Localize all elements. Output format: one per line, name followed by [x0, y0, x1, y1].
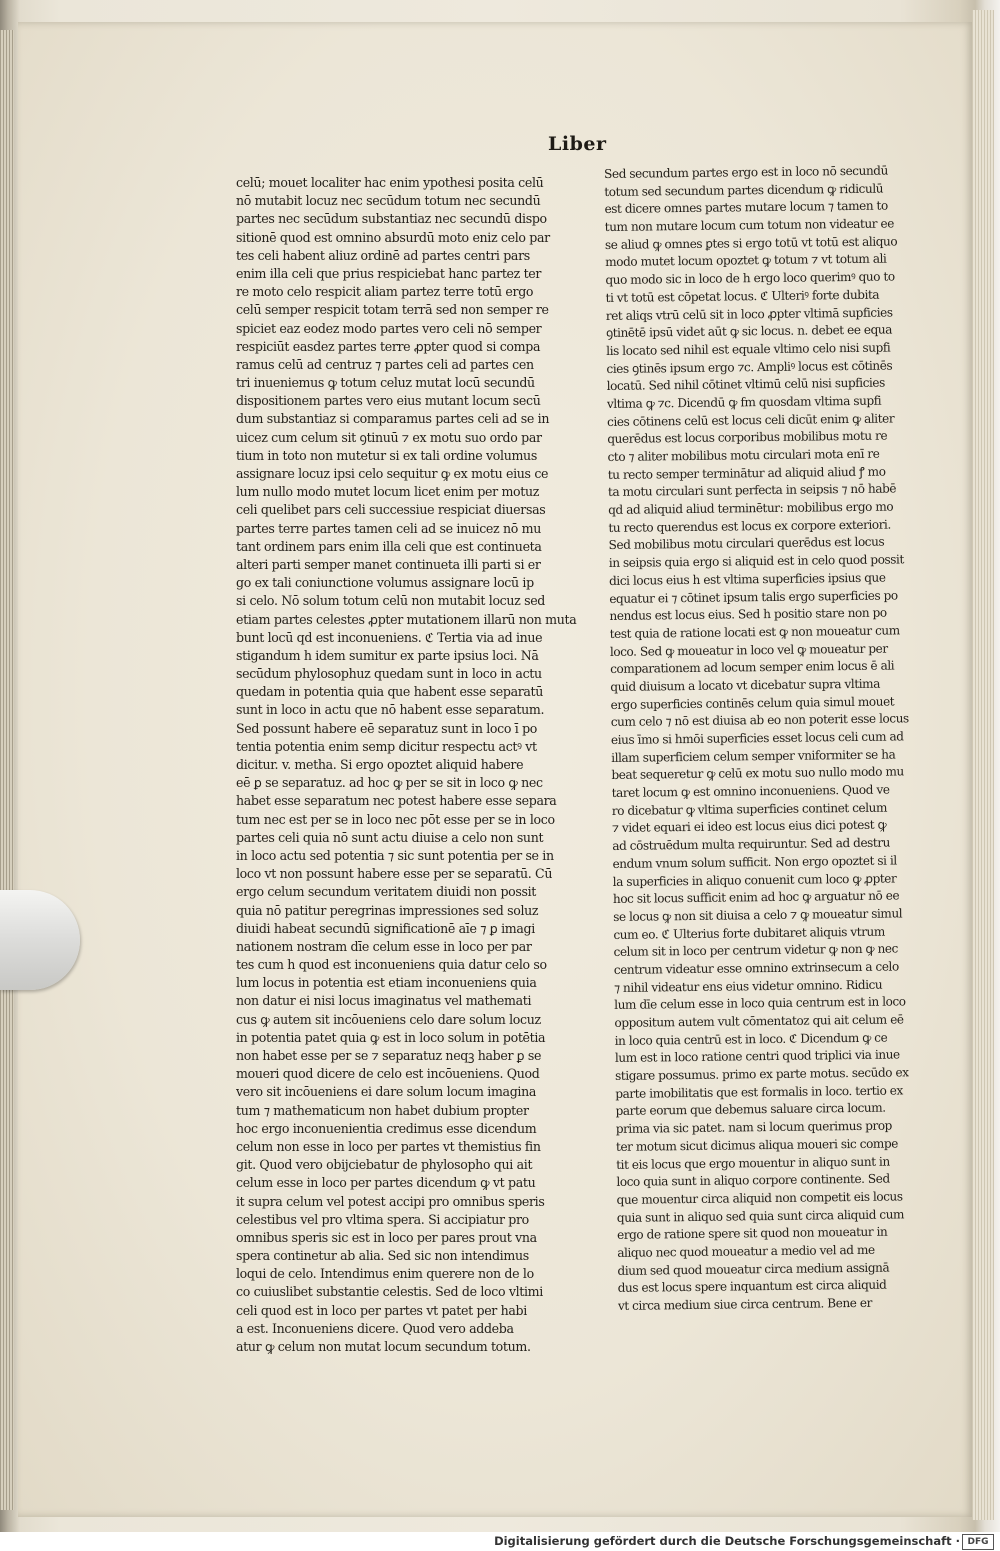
text-line: in loco actu sed potentia ⁊ sic sunt potentia per se in	[236, 847, 554, 863]
text-line: locatū. Sed nihil cōtinet vltimū celū nisi supficies	[606, 375, 885, 394]
text-line: alteri parti semper manet continueta illi parti si er	[236, 556, 541, 572]
text-line: a est. Inconueniens dicere. Quod vero addeba	[236, 1320, 514, 1336]
text-line: qd ad aliquid aliud terminētur: mobilibus ergo mo	[608, 499, 894, 518]
text-line: tri inueniemus ꝙ totum celuz mutat locū secundū	[236, 375, 535, 391]
text-line: omnibus speris sic est in loco per pares prout vna	[236, 1229, 537, 1245]
text-line: partes nec secūdum substantiaz nec secundū dispo	[236, 211, 547, 227]
text-line: ter motum sicut dicimus aliqua moueri sic compe	[615, 1136, 898, 1154]
text-line: totum sed secundum partes dicendum ꝙ ridiculū	[604, 181, 884, 199]
text-line: la superficies in aliquo conuenit cum loco ꝙ ꝓpter	[612, 870, 897, 889]
text-line: hoc ergo inconuenientia credimus esse dicendum	[236, 1120, 537, 1136]
text-line: sunt in loco in actu que nō habent esse separatum.	[236, 702, 545, 718]
text-line: ti vt totū est cōpetat locus. ℭ Ulteriꝰ forte dubita	[605, 287, 880, 305]
footer-credit: Digitalisierung gefördert durch die Deutsche Forschungsgemeinschaft ·	[494, 1534, 960, 1548]
text-line: in loco quia centrū est in loco. ℭ Dicendum ꝙ ce	[614, 1030, 888, 1048]
text-line: quedam in potentia quia que habent esse separatū	[236, 684, 544, 700]
text-line: go ex tali coniunctione volumus assignare locū ip	[236, 575, 534, 591]
text-line: etiam partes celestes ꝓpter mutationem illarū non muta	[236, 611, 577, 627]
text-line: celū semper respicit totam terrā sed non semper re	[236, 302, 549, 318]
text-line: diuidi habeat secundū significationē aīe ⁊ ꝑ imagi	[236, 920, 535, 936]
text-line: tes celi habent aliuz ordinē ad partes centri pars	[236, 247, 530, 263]
text-line: cum celo ⁊ nō est diuisa ab eo non poterit esse locus	[610, 711, 909, 730]
text-line: aliquo nec quod moueatur a medio vel ad me	[617, 1242, 875, 1260]
text-line: oppositum autem vult cōmentatoz qui ait celum eē	[614, 1012, 904, 1030]
text-line: lis locato sed nihil est equale vltimo celo nisi supfi	[606, 340, 891, 358]
text-line: ergo de ratione spere sit quod non moueatur in	[616, 1224, 888, 1243]
text-line: partes terre partes tamen celi ad se inuicez nō mu	[236, 520, 541, 536]
text-line: tium in toto non mutetur si ex tali ordine volumus	[236, 447, 537, 463]
text-line: ꝯtinētē ipsū videt aūt ꝙ sic locus. n. debet ee equa	[605, 322, 893, 341]
text-line: uicez cum celum sit ꝯtinuū ⁊ ex motu suo ordo par	[236, 429, 542, 445]
text-line: dium sed quod moueatur circa medium assignā	[617, 1260, 890, 1278]
text-line: nendus est locus eius. Sed h positio stare non po	[609, 605, 887, 624]
text-line: cto ⁊ aliter mobilibus motu circulari mota enī re	[607, 446, 880, 464]
text-line: se aliud ꝙ omnes ꝑtes si ergo totū vt totū est aliquo	[604, 234, 898, 252]
text-line: celum non esse in loco per partes vt themistius fin	[236, 1138, 541, 1154]
text-line: re moto celo respicit aliam partez terre totū ergo	[236, 284, 534, 300]
text-line: ta motu circulari sunt perfecta in seipsis ⁊ nō habē	[607, 481, 897, 500]
text-line: eius īmo si hmōi superficies esset locus celi cum ad	[610, 729, 904, 747]
text-line: spiciet eaz eodez modo partes vero celi nō semper	[236, 320, 542, 336]
text-line: bunt locū qd est inconueniens. ℭ Tertia via ad inue	[236, 629, 543, 645]
text-line: loco vt non possunt habere esse per se separatū. Cū	[236, 866, 553, 882]
text-line: dus est locus spere inquantum est circa aliquid	[617, 1277, 887, 1296]
text-line: beat sequeretur ꝙ celū ex motu suo nullo modo mu	[611, 764, 904, 783]
text-line: stigare possumus. primo ex parte motus. secūdo ex	[615, 1065, 909, 1083]
text-line: tentia potentia enim semp dicitur respectu actꝰ vt	[236, 738, 537, 754]
text-line: ramus celū ad centruz ⁊ partes celi ad partes cen	[236, 356, 534, 372]
text-line: modo mutet locum opoztet ꝙ totum ⁊ vt totum ali	[605, 251, 887, 270]
text-line: lum locus in potentia est etiam inconueniens quia	[236, 975, 537, 991]
text-line: ret aliqs vtrū celū sit in loco ꝓpter vltimā supficies	[605, 304, 893, 323]
text-line: parte eorum que debemus saluare circa locum.	[615, 1101, 886, 1119]
text-line: celum sit in loco per centrum videtur ꝙ non ꝙ nec	[613, 941, 898, 960]
text-line: dum substantiaz si comparamus partes celi ad se in	[236, 411, 550, 427]
text-line: quo modo sic in loco de h ergo loco querimꝰ quo to	[605, 269, 895, 288]
text-line: spera continetur ab alia. Sed sic non intendimus	[236, 1248, 529, 1264]
text-line: Sed possunt habere eē separatuz sunt in loco ī po	[236, 720, 538, 736]
left-page-stack	[0, 30, 14, 1510]
text-line: in potentia patet quia ꝙ est in loco solum in potētia	[236, 1029, 546, 1045]
text-line: cum eo. ℭ Ulterius forte dubitaret aliquis vtrum	[613, 924, 885, 942]
text-line: loco. Sed ꝙ moueatur in loco vel ꝙ moueatur per	[609, 641, 888, 659]
text-line: in seipsis quia ergo si aliquid est in celo quod possit	[608, 552, 904, 571]
text-line: endum vnum solum sufficit. Non ergo opoztet si il	[612, 853, 897, 871]
text-line: cies cōtinens celū est locus celi dicūt enim ꝙ aliter	[607, 411, 895, 429]
text-line: lum est in loco ratione centri quod triplici via inue	[614, 1047, 900, 1066]
text-line: Sed secundum partes ergo est in loco nō secundū	[604, 163, 888, 181]
text-line: tu recto semper terminātur ad aliquid aliud ꝭ mo	[607, 464, 886, 482]
text-line: sitionē quod est omnino absurdū moto eniz celo par	[236, 229, 550, 245]
left-text-column	[236, 174, 614, 1356]
dfg-logo: DFG	[962, 1534, 994, 1550]
text-line: si celo. Nō solum totum celū non mutabit locuz sed	[236, 593, 546, 609]
text-line: atur ꝙ celum non mutat locum secundum totum.	[236, 1339, 531, 1354]
text-line: enim illa celi que prius respiciebat hanc partez ter	[236, 265, 542, 281]
text-line: illam superficiem celum semper vniformiter se ha	[611, 747, 896, 765]
text-line: cus ꝙ autem sit incōueniens celo dare solum locuz	[236, 1011, 541, 1027]
text-line: cies ꝯtinēs ipsum ergo ⁊c. Ampliꝰ locus est cōtinēs	[606, 358, 893, 376]
text-line: habet esse separatum nec potest habere esse separa	[236, 793, 557, 809]
text-line: quia sunt in aliquo sed quia sunt circa aliquid cum	[616, 1206, 905, 1225]
text-line: celi quelibet pars celi successiue respiciat diuersas	[236, 502, 546, 518]
text-line: tum non mutare locum cum totum non videatur ee	[604, 216, 894, 235]
text-line: prima via sic patet. nam si locum querimus prop	[615, 1118, 893, 1137]
text-line: assignare locuz ipsi celo sequitur ꝙ ex motu eius ce	[236, 466, 549, 481]
text-line: quia nō patitur peregrinas impressiones sed soluz	[236, 902, 539, 918]
text-line: ⁊ videt equari ei ideo est locus eius dici potest ꝙ	[612, 818, 887, 836]
text-line: tum nec est per se in loco nec pōt esse per se in loco	[236, 811, 555, 827]
text-line: vero sit incōueniens ei dare solum locum imagina	[236, 1084, 536, 1100]
text-line: dispositionem partes vero eius mutant locum secū	[236, 393, 541, 409]
text-line: co cuiuslibet substantie celestis. Sed de loco vltimi	[236, 1284, 543, 1300]
right-page-edge	[972, 10, 994, 1520]
text-line: celestibus vel pro vltima spera. Si accipiatur pro	[236, 1211, 529, 1227]
text-line: moueri quod dicere de celo est incōueniens. Quod	[236, 1066, 540, 1082]
text-line: lum dīe celum esse in loco quia centrum est in loco	[614, 994, 906, 1013]
text-line: celū; mouet localiter hac enim ypothesi posita celū	[236, 175, 544, 190]
text-line: tes cum h quod est inconueniens quia datur celo so	[236, 957, 547, 973]
text-line: est dicere omnes partes mutare locum ⁊ tamen to	[604, 198, 888, 217]
text-line: parte imobilitatis que est formalis in loco. tertio ex	[615, 1083, 903, 1101]
text-line: vltima ꝙ ⁊c. Dicendū ꝙ fm quosdam vltima supfi	[606, 393, 882, 411]
text-line: nō mutabit locuz nec secūdum totum nec secundū	[236, 193, 541, 209]
text-line: eē ꝑ se separatuz. ad hoc ꝙ per se sit in loco ꝙ nec	[236, 775, 543, 791]
text-line: celum esse in loco per partes dicendum ꝙ vt patu	[236, 1175, 536, 1191]
text-line: non datur ei nisi locus imaginatus vel mathemati	[236, 993, 532, 1009]
text-line: Sed mobilibus motu circulari querēdus est locus	[608, 535, 885, 553]
text-line: tit eis locus que ergo mouentur in aliquo sunt in	[616, 1154, 890, 1172]
text-line: centrum videatur esse omnino extrinsecum a celo	[613, 959, 899, 977]
text-line: partes celi quia nō sunt actu diuise a celo non sunt	[236, 829, 544, 845]
text-line: test quia de ratione locati est ꝙ non moueatur cum	[609, 623, 900, 641]
text-line: it supra celum vel potest accipi pro omnibus speris	[236, 1193, 545, 1209]
right-text-column	[604, 162, 948, 1316]
text-line: dicitur. v. metha. Si ergo opoztet aliquid habere	[236, 757, 524, 772]
text-line: vt circa medium siue circa centrum. Bene er	[617, 1295, 872, 1313]
text-line: tu recto querendus est locus ex corpore exteriori.	[608, 517, 891, 535]
text-line: respiciūt easdez partes terre ꝓpter quod si compa	[236, 338, 541, 354]
text-line: dici locus eius h est vltima superficies ipsius que	[608, 570, 886, 588]
text-line: git. Quod vero obijciebatur de phylosopho qui ait	[236, 1157, 533, 1173]
text-line: stigandum h idem sumitur ex parte ipsius loci. Nā	[236, 647, 539, 663]
text-line: loco quia sunt in aliquo corpore continente. Sed	[616, 1171, 890, 1190]
text-line: secūdum phylosophuz quedam sunt in loco in actu	[236, 666, 542, 682]
text-line: comparationem ad locum semper enim locus ē ali	[610, 658, 895, 677]
text-line: hoc sit locus sufficit enim ad hoc ꝙ arguatur nō ee	[612, 888, 900, 907]
text-line: lum nullo modo mutet locum licet enim per motuz	[236, 484, 540, 500]
text-line: tum ⁊ mathematicum non habet dubium propter	[236, 1102, 529, 1118]
text-line: ⁊ nihil videatur ens eius videtur omnino. Ridicu	[613, 977, 883, 995]
text-line: taret locum ꝙ est omnino inconueniens. Quod ve	[611, 782, 890, 801]
text-line: ro dicebatur ꝙ vltima superficies continet celum	[611, 800, 888, 818]
text-line: non habet esse per se ⁊ separatuz neqꝫ haber ꝑ se	[236, 1048, 542, 1063]
text-line: se locus ꝙ non sit diuisa a celo ⁊ ꝙ moueatur simul	[613, 906, 903, 924]
text-line: loqui de celo. Intendimus enim querere non de lo	[236, 1266, 534, 1282]
text-line: tant ordinem pars enim illa celi que est continueta	[236, 538, 542, 554]
running-head: Liber	[548, 133, 607, 155]
text-line: celi quod est in loco per partes vt patet per habi	[236, 1302, 527, 1318]
text-line: ergo superficies continēs celum quia simul mouet	[610, 694, 895, 712]
text-line: querēdus est locus corporibus mobilibus motu re	[607, 428, 888, 447]
text-line: equatur ei ⁊ cōtinet ipsum talis ergo superficies po	[609, 587, 898, 606]
text-line: quid diuisum a locato vt dicebatur supra vltima	[610, 676, 880, 694]
text-line: que mouentur circa aliquid non competit eis locus	[616, 1189, 903, 1207]
text-line: ad cōstruēdum multa requiruntur. Sed ad destru	[612, 835, 891, 854]
text-line: nationem nostram dīe celum esse in loco per par	[236, 938, 532, 954]
text-line: ergo celum secundum veritatem diuidi non possit	[236, 884, 536, 900]
